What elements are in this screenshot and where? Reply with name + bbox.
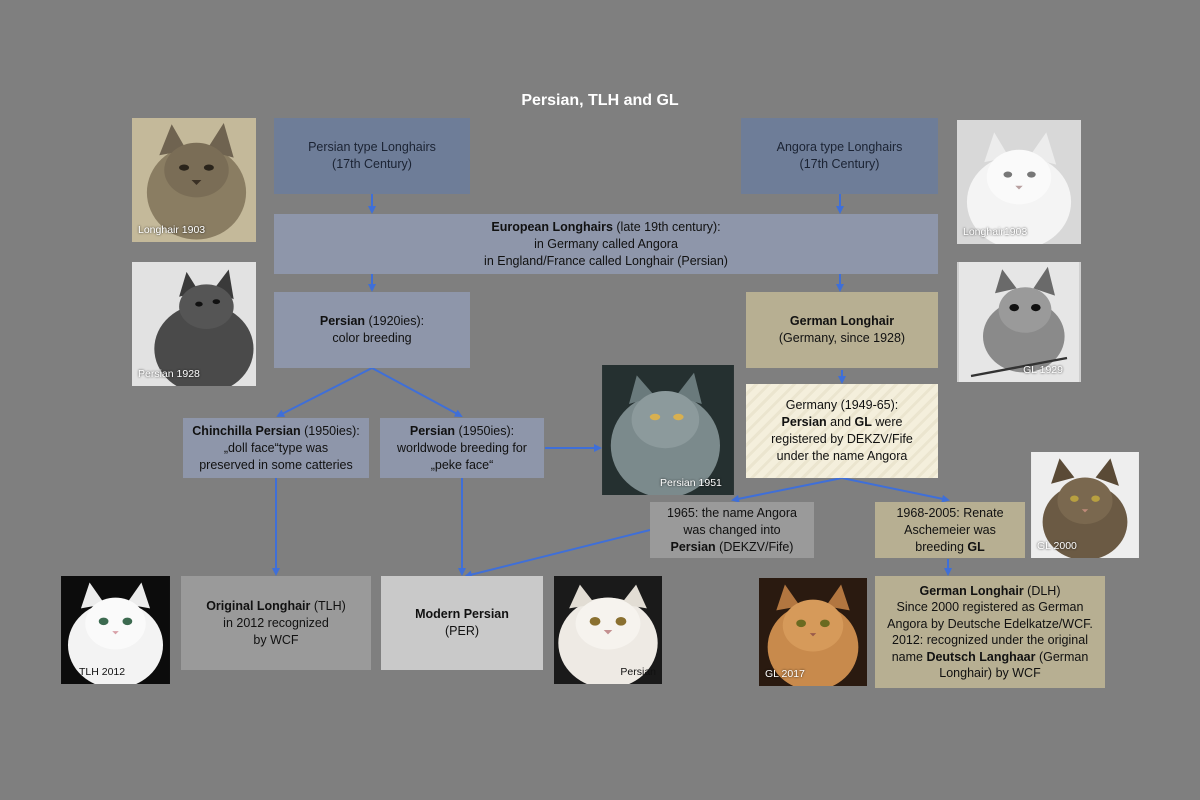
- node-persian-1950ies: Persian (1950ies): worldwode breeding for „peke face“: [380, 418, 544, 478]
- photo-persian-1928: [132, 262, 256, 386]
- arrow-name-change-to-modern-persian: [466, 530, 650, 576]
- photo-caption: GL 2000: [1037, 540, 1077, 552]
- diagram-title: Persian, TLH and GL: [521, 92, 679, 109]
- arrow-germany-to-renate: [842, 478, 948, 500]
- node-original-longhair: Original Longhair (TLH) in 2012 recognized by WCF: [181, 576, 371, 670]
- photo-caption: Persian 1928: [138, 368, 200, 380]
- photo-caption: Longhair 1903: [138, 224, 206, 236]
- photo-gl-2000: [1031, 452, 1139, 558]
- photo-caption: Persian 1951: [660, 477, 722, 489]
- node-renate-aschemeier: 1968-2005: Renate Aschemeier was breeding GL: [875, 502, 1025, 558]
- cat-image-icon: [602, 365, 734, 495]
- photo-persian-1951: [602, 365, 734, 495]
- node-persian-type-longhairs: Persian type Longhairs (17th Century): [274, 118, 470, 194]
- node-germany-1949-65: Germany (1949-65): Persian and GL were registered by DEKZV/Fife under the name Angora: [746, 384, 938, 478]
- photo-tlh-2012: [61, 576, 170, 684]
- photo-longhair-1903-right: [957, 120, 1081, 244]
- node-german-longhair: German Longhair (Germany, since 1928): [746, 292, 938, 368]
- photo-caption: GL 1929: [1023, 364, 1063, 376]
- photo-gl-1929: [957, 262, 1081, 382]
- arrow-germany-to-name-change: [733, 478, 842, 500]
- node-chinchilla-persian: Chinchilla Persian (1950ies): „doll face“type was preserved in some catteries: [183, 418, 369, 478]
- photo-caption: Persian: [620, 666, 656, 678]
- node-name-change-1965: 1965: the name Angora was changed into Persian (DEKZV/Fife): [650, 502, 814, 558]
- arrow-persian-1920-to-chinchilla: [278, 368, 372, 416]
- node-german-longhair-dlh: German Longhair (DLH) Since 2000 registered as German Angora by Deutsche Edelkatze/WCF. 2012: recognized under the original name Deutsch Langhaar (German Longhair) by WCF: [875, 576, 1105, 688]
- node-angora-type-longhairs: Angora type Longhairs (17th Century): [741, 118, 938, 194]
- node-modern-persian: Modern Persian (PER): [381, 576, 543, 670]
- photo-gl-2017: [759, 578, 867, 686]
- photo-caption: Longhair1903: [963, 226, 1028, 238]
- arrow-persian-1920-to-persian-1950: [372, 368, 461, 416]
- photo-persian: [554, 576, 662, 684]
- node-european-longhairs: European Longhairs (late 19th century): in Germany called Angora in England/France called Longhair (Persian): [274, 214, 938, 274]
- photo-caption: TLH 2012: [79, 666, 126, 678]
- photo-caption: GL 2017: [765, 668, 805, 680]
- photo-longhair-1903-left: [132, 118, 256, 242]
- node-persian-1920ies: Persian (1920ies): color breeding: [274, 292, 470, 368]
